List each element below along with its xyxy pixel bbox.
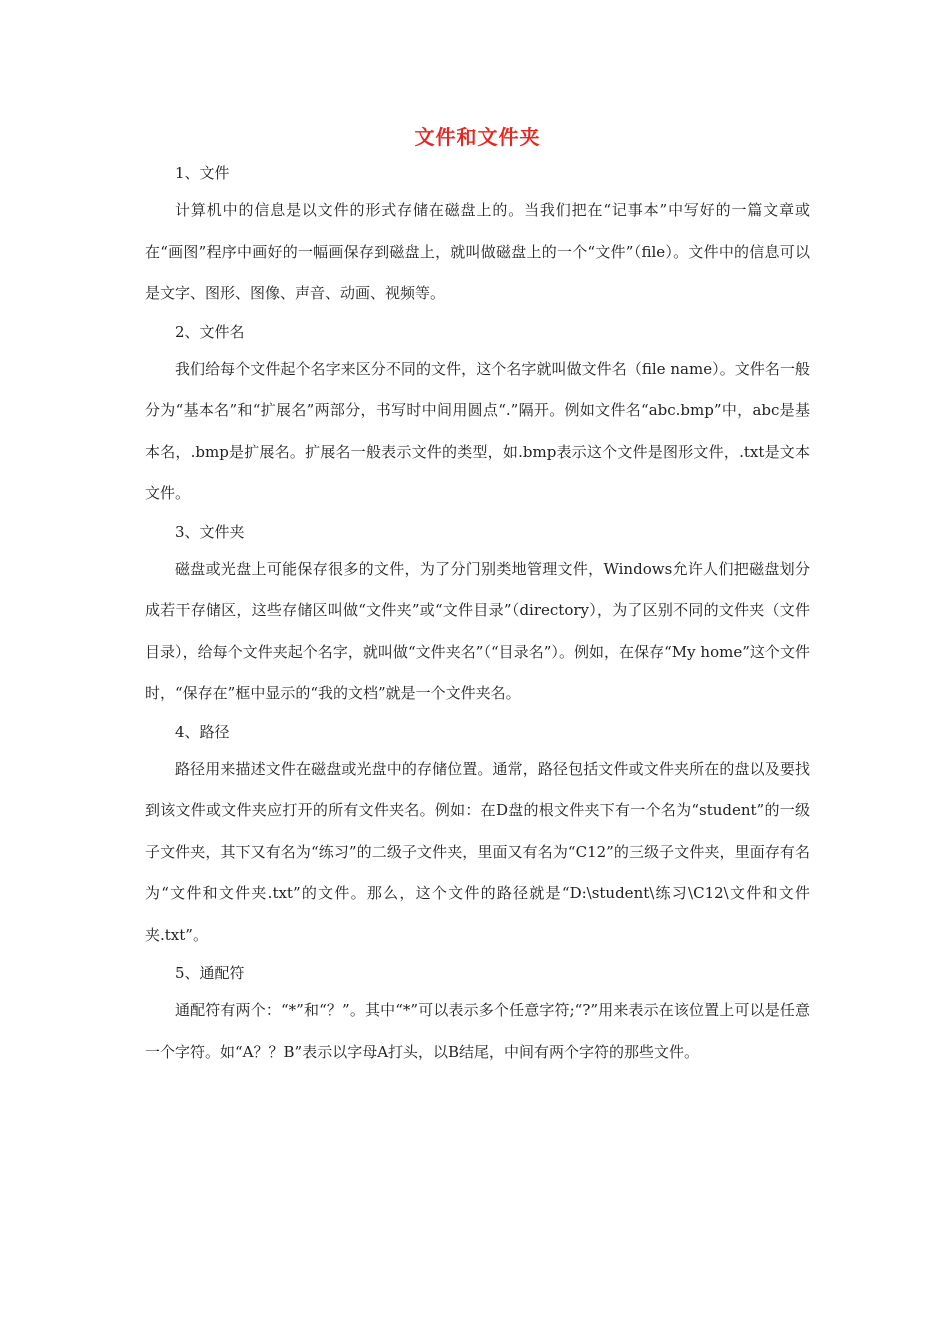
section-heading: 5、通配符 bbox=[175, 964, 245, 982]
section-heading: 1、文件 bbox=[175, 164, 230, 182]
section-paragraph: 路径用来描述文件在磁盘或光盘中的存储位置。通常，路径包括文件或文件夹所在的盘以及要找到该文件或文件夹应打开的所有文件夹名。例如：在D盘的根文件夹下有一个名为“student”的一级子文件夹，其下又有名为“练习”的二级子文件夹，里面又有名为“C12”的三级子文件夹，里面存有名为“文件和文件夹.txt”的文件。那么，这个文件的路径就是“D:\student\练习\C12\文件和文件夹.txt”。 bbox=[145, 759, 810, 944]
section-heading: 2、文件名 bbox=[175, 322, 245, 341]
section-file bbox=[145, 156, 810, 315]
section-path bbox=[145, 715, 810, 957]
section-wildcard bbox=[145, 956, 810, 1073]
section-filename bbox=[145, 315, 810, 515]
section-paragraph: 磁盘或光盘上可能保存很多的文件，为了分门别类地管理文件，Windows允许人们把磁盘划分成若干存储区，这些存储区叫做“文件夹”或“文件目录”（directory），为了区别不同的文件夹（文件目录），给每个文件夹起个名字，就叫做“文件夹名”（“目录名”）。例如，在保存“My home”这个文件时，“保存在”框中显示的“我的文档”就是一个文件夹名。 bbox=[145, 559, 810, 702]
section-paragraph: 通配符有两个：“*”和“？”。其中“*”可以表示多个任意字符;“?”用来表示在该位置上可以是任意一个字符。如“A？？B”表示以字母A打头，以B结尾，中间有两个字符的那些文件。 bbox=[145, 1001, 810, 1061]
section-paragraph: 计算机中的信息是以文件的形式存储在磁盘上的。当我们把在“记事本”中写好的一篇文章或在“画图”程序中画好的一幅画保存到磁盘上，就叫做磁盘上的一个“文件”（file）。文件中的信息可以是文字、图形、图像、声音、动画、视频等。 bbox=[145, 201, 810, 302]
document-title: 文件和文件夹 bbox=[414, 125, 541, 149]
section-folder bbox=[145, 515, 810, 715]
document-page bbox=[145, 118, 810, 1073]
section-paragraph: 我们给每个文件起个名字来区分不同的文件，这个名字就叫做文件名（file name）。文件名一般分为“基本名”和“扩展名”两部分，书写时中间用圆点“.”隔开。例如文件名“abc.bmp”中，abc是基本名，.bmp是扩展名。扩展名一般表示文件的类型，如.bmp表示这个文件是图形文件，.txt是文本文件。 bbox=[145, 359, 810, 502]
section-heading: 4、路径 bbox=[175, 722, 230, 741]
section-heading: 3、文件夹 bbox=[175, 522, 245, 541]
